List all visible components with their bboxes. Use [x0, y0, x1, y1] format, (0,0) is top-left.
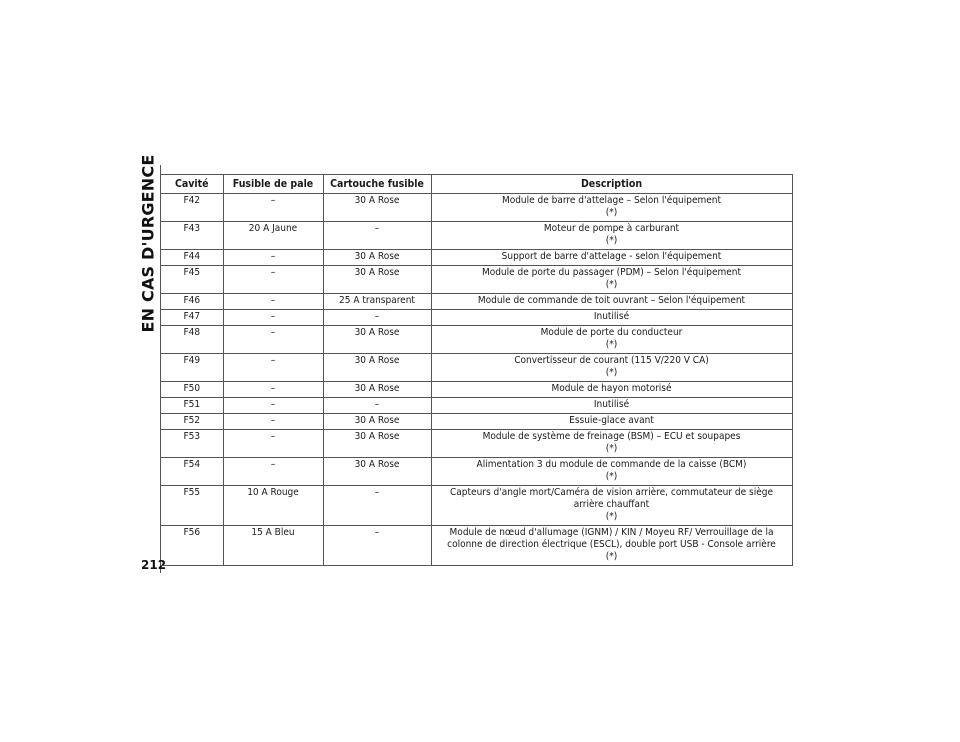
table-row — [161, 310, 792, 326]
cell-cartridge-fuse: – — [323, 526, 431, 566]
cell-blade-fuse: – — [223, 354, 323, 382]
cell-cavity: F48 — [161, 326, 223, 354]
description-note: (*) — [605, 339, 618, 350]
header-cartridge-fuse: Cartouche fusible — [323, 175, 431, 194]
cell-blade-fuse: – — [223, 398, 323, 414]
cell-cavity: F49 — [161, 354, 223, 382]
section-title-text: EN CAS D'URGENCE — [138, 154, 158, 332]
cell-cavity: F46 — [161, 294, 223, 310]
description-text: Module de hayon motorisé — [551, 383, 672, 394]
table-row — [161, 194, 792, 222]
cell-description — [431, 354, 792, 382]
table-body — [161, 194, 792, 566]
cell-blade-fuse: – — [223, 458, 323, 486]
cell-cartridge-fuse: 30 A Rose — [323, 266, 431, 294]
cell-description — [431, 222, 792, 250]
cell-cartridge-fuse: 30 A Rose — [323, 458, 431, 486]
cell-cartridge-fuse: – — [323, 398, 431, 414]
description-text: Inutilisé — [593, 311, 630, 322]
description-note: (*) — [605, 235, 618, 246]
cell-blade-fuse: – — [223, 294, 323, 310]
cell-cavity: F44 — [161, 250, 223, 266]
cell-blade-fuse: – — [223, 250, 323, 266]
description-note: (*) — [605, 511, 618, 522]
cell-description — [431, 194, 792, 222]
table-header-row — [161, 175, 792, 194]
description-note: (*) — [605, 471, 618, 482]
cell-blade-fuse: – — [223, 194, 323, 222]
description-text: Module de porte du conducteur — [540, 327, 683, 338]
table-row — [161, 250, 792, 266]
description-text: Inutilisé — [593, 399, 630, 410]
cell-cartridge-fuse: – — [323, 486, 431, 526]
cell-blade-fuse: – — [223, 326, 323, 354]
cell-description — [431, 250, 792, 266]
cell-cartridge-fuse: 30 A Rose — [323, 414, 431, 430]
cell-description — [431, 458, 792, 486]
cell-description — [431, 414, 792, 430]
table-row — [161, 354, 792, 382]
cell-cavity: F52 — [161, 414, 223, 430]
cell-cavity: F51 — [161, 398, 223, 414]
header-cavity: Cavité — [161, 175, 223, 194]
table-row — [161, 326, 792, 354]
cell-blade-fuse: – — [223, 414, 323, 430]
description-note: (*) — [605, 367, 618, 378]
description-text: Support de barre d'attelage - selon l'équipement — [501, 251, 722, 262]
cell-cavity: F43 — [161, 222, 223, 250]
cell-cartridge-fuse: 30 A Rose — [323, 326, 431, 354]
cell-blade-fuse: 20 A Jaune — [223, 222, 323, 250]
cell-description — [431, 526, 792, 566]
description-note: (*) — [605, 551, 618, 562]
table-row — [161, 382, 792, 398]
cell-cavity: F47 — [161, 310, 223, 326]
description-text: Alimentation 3 du module de commande de la caisse (BCM) — [476, 459, 747, 470]
table-row — [161, 486, 792, 526]
cell-cartridge-fuse: 25 A transparent — [323, 294, 431, 310]
cell-blade-fuse: 15 A Bleu — [223, 526, 323, 566]
cell-blade-fuse: – — [223, 266, 323, 294]
cell-description — [431, 486, 792, 526]
fuse-table — [161, 174, 793, 566]
cell-description — [431, 398, 792, 414]
description-text: Moteur de pompe à carburant — [543, 223, 680, 234]
cell-cartridge-fuse: 30 A Rose — [323, 194, 431, 222]
description-note: (*) — [605, 279, 618, 290]
cell-cartridge-fuse: – — [323, 222, 431, 250]
table-row — [161, 526, 792, 566]
table-row — [161, 266, 792, 294]
page-number: 212 — [141, 558, 167, 572]
description-text: Capteurs d'angle mort/Caméra de vision arrière, commutateur de siège arrière chauffant — [450, 487, 773, 510]
cell-description — [431, 310, 792, 326]
description-note: (*) — [605, 207, 618, 218]
cell-cartridge-fuse: 30 A Rose — [323, 354, 431, 382]
cell-cartridge-fuse: 30 A Rose — [323, 382, 431, 398]
description-text: Convertisseur de courant (115 V/220 V CA) — [514, 355, 709, 366]
cell-cartridge-fuse: – — [323, 310, 431, 326]
cell-description — [431, 326, 792, 354]
description-text: Module de porte du passager (PDM) – Selon l'équipement — [481, 267, 742, 278]
cell-cavity: F54 — [161, 458, 223, 486]
cell-cavity: F55 — [161, 486, 223, 526]
cell-cavity: F45 — [161, 266, 223, 294]
header-blade-fuse: Fusible de pale — [223, 175, 323, 194]
cell-blade-fuse: – — [223, 382, 323, 398]
description-text: Module de système de freinage (BSM) – ECU et soupapes — [482, 431, 741, 442]
cell-cavity: F50 — [161, 382, 223, 398]
cell-blade-fuse: 10 A Rouge — [223, 486, 323, 526]
description-text: Module de commande de toit ouvrant – Selon l'équipement — [477, 295, 746, 306]
table-row — [161, 458, 792, 486]
cell-description — [431, 382, 792, 398]
cell-cavity: F53 — [161, 430, 223, 458]
description-text: Module de nœud d'allumage (IGNM) / KIN / Moyeu RF/ Verrouillage de la colonne de direction électrique (ESCL), double port USB - Console arrière — [447, 527, 776, 550]
description-text: Essuie-glace avant — [569, 415, 654, 426]
table-row — [161, 430, 792, 458]
table-row — [161, 414, 792, 430]
cell-blade-fuse: – — [223, 430, 323, 458]
cell-cartridge-fuse: 30 A Rose — [323, 250, 431, 266]
cell-blade-fuse: – — [223, 310, 323, 326]
cell-description — [431, 266, 792, 294]
cell-cavity: F42 — [161, 194, 223, 222]
description-text: Module de barre d'attelage – Selon l'équipement — [501, 195, 722, 206]
table-row — [161, 398, 792, 414]
description-note: (*) — [605, 443, 618, 454]
cell-cartridge-fuse: 30 A Rose — [323, 430, 431, 458]
cell-description — [431, 430, 792, 458]
cell-cavity: F56 — [161, 526, 223, 566]
table-row — [161, 294, 792, 310]
header-description: Description — [431, 175, 792, 194]
cell-description — [431, 294, 792, 310]
section-title — [138, 154, 158, 332]
table-row — [161, 222, 792, 250]
